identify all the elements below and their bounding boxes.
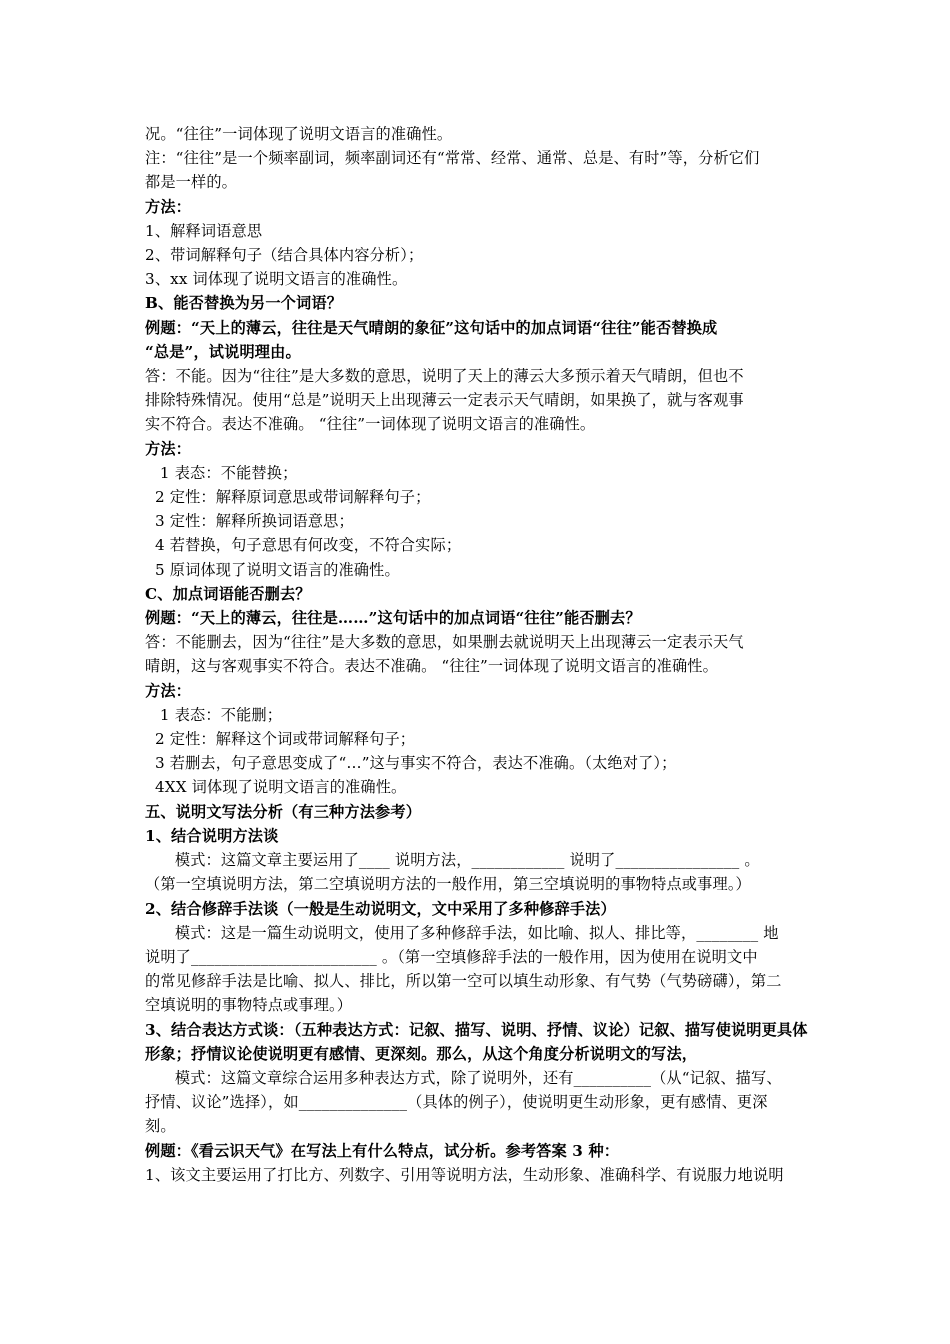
- heading-line: 例题：“天上的薄云，往往是……”这句话中的加点词语“往往”能否删去？: [145, 609, 641, 628]
- heading-line: 例题：《看云识天气》在写法上有什么特点，试分析。参考答案 3 种：: [145, 1141, 620, 1160]
- text-line: （第一空填说明方法，第二空填说明方法的一般作用，第三空填说明的事物特点或事理。）: [145, 875, 751, 894]
- text-line: 答：不能。因为“往往”是大多数的意思，说明了天上的薄云大多预示着天气晴朗，但也不: [145, 367, 744, 386]
- text-line: 3、xx 词体现了说明文语言的准确性。: [145, 270, 408, 289]
- text-line: 说明了________________________ 。（第一空填修辞手法的一般作用，因为使用在说明文中: [145, 947, 758, 966]
- text-line: 2 定性：解释这个词或带词解释句子；: [145, 730, 416, 749]
- text-line: 答：不能删去，因为“往往”是大多数的意思，如果删去就说明天上出现薄云一定表示天气: [145, 633, 744, 652]
- heading-line: 方法：: [145, 439, 192, 458]
- text-line: 况。“往往”一词体现了说明文语言的准确性。: [145, 125, 453, 143]
- text-line: 1 表态：不能删；: [145, 705, 283, 724]
- text-line: 都是一样的。: [145, 173, 238, 192]
- text-line: 抒情、议论”选择），如______________（具体的例子），使说明更生动形象，更有感情、更深: [145, 1093, 768, 1112]
- text-line: 1、该文主要运用了打比方、列数字、引用等说明方法，生动形象、准确科学、有说服力地说明: [145, 1165, 784, 1184]
- heading-line: C、加点词语能否删去？: [145, 584, 311, 603]
- heading-line: 3、结合表达方式谈：（五种表达方式：记叙、描写、说明、抒情、议论）记叙、描写使说明更具体: [145, 1020, 808, 1039]
- heading-line: 2、结合修辞手法谈（一般是生动说明文，文中采用了多种修辞手法）: [145, 899, 616, 918]
- heading-line: “总是”，试说明理由。: [145, 342, 301, 361]
- text-line: 空填说明的事物特点或事理。）: [145, 996, 353, 1015]
- text-line: 4 若替换，句子意思有何改变，不符合实际；: [145, 536, 462, 555]
- heading-line: 方法：: [145, 681, 192, 700]
- text-line: 5 原词体现了说明文语言的准确性。: [145, 560, 400, 579]
- text-line: 2 定性：解释原词意思或带词解释句子；: [145, 488, 431, 507]
- text-line: 注：“往往”是一个频率副词，频率副词还有“常常、经常、通常、总是、有时”等，分析它们: [145, 149, 760, 168]
- text-line: 的常见修辞手法是比喻、拟人、排比，所以第一空可以填生动形象、有气势（气势磅礴），第二: [145, 972, 782, 991]
- text-line: 3 若删去，句子意思变成了“…”这与事实不符合，表达不准确。（太绝对了）；: [145, 754, 677, 773]
- heading-line: 1、结合说明方法谈: [145, 826, 279, 845]
- document-body: [145, 122, 815, 1187]
- heading-line: 形象；抒情议论使说明更有感情、更深刻。那么，从这个角度分析说明文的写法，: [145, 1044, 698, 1063]
- text-line: 晴朗，这与客观事实不符合。表达不准确。 “往往”一词体现了说明文语言的准确性。: [145, 657, 718, 676]
- text-line: 2、带词解释句子（结合具体内容分析）；: [145, 246, 424, 265]
- text-line: 刻。: [145, 1117, 176, 1136]
- text-line: 1 表态：不能替换；: [145, 463, 298, 482]
- text-line: 模式：这篇文章综合运用多种表达方式，除了说明外，还有__________（从“记叙、描写、: [145, 1068, 782, 1087]
- text-line: 3 定性：解释所换词语意思；: [145, 512, 354, 531]
- text-line: 4XX 词体现了说明文语言的准确性。: [145, 778, 407, 797]
- text-line: 1、解释词语意思: [145, 221, 263, 240]
- text-line: 模式：这篇文章主要运用了____ 说明方法，____________ 说明了________________ 。: [145, 851, 760, 870]
- text-line: 实不符合。表达不准确。 “往往”一词体现了说明文语言的准确性。: [145, 415, 596, 434]
- heading-line: B、能否替换为另一个词语？: [145, 294, 343, 313]
- heading-line: 五、说明文写法分析（有三种方法参考）: [145, 802, 422, 821]
- text-line: 排除特殊情况。使用“总是”说明天上出现薄云一定表示天气晴朗，如果换了，就与客观事: [145, 391, 744, 410]
- text-line: 模式：这是一篇生动说明文，使用了多种修辞手法，如比喻、拟人、排比等，________ 地: [145, 923, 779, 942]
- heading-line: 例题：“天上的薄云，往往是天气晴朗的象征”这句话中的加点词语“往往”能否替换成: [145, 318, 718, 337]
- heading-line: 方法：: [145, 197, 192, 216]
